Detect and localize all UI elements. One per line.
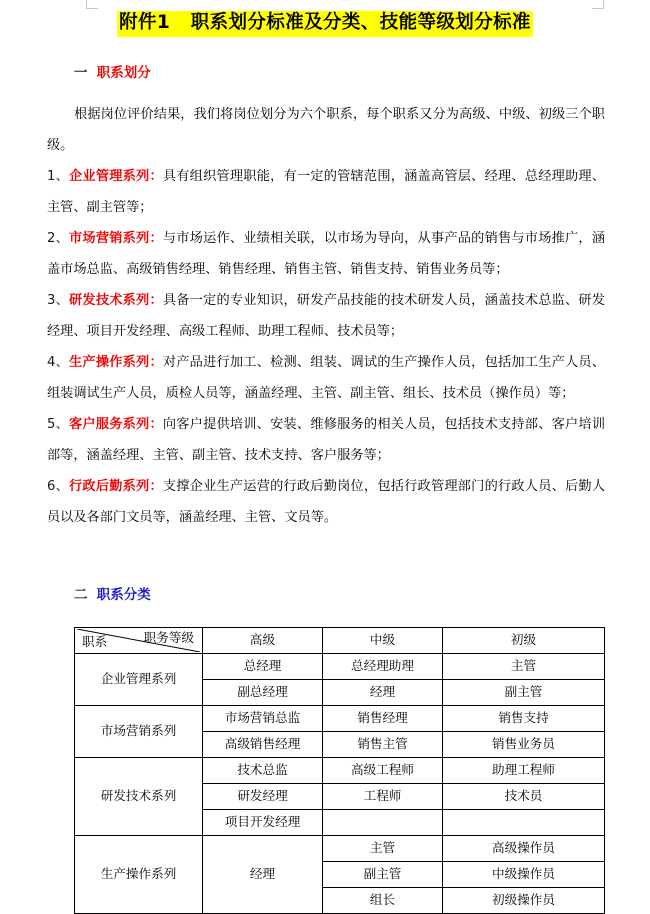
table-cell: 中级操作员 — [443, 861, 605, 887]
table-cell: 工程师 — [323, 783, 443, 809]
table-cell: 销售主管 — [323, 731, 443, 757]
list-item — [45, 161, 605, 223]
table-cell: 高级操作员 — [443, 835, 605, 861]
list-item-number: 4、 — [47, 355, 70, 370]
list-item-colon: ： — [149, 231, 163, 246]
table-cell: 研发经理 — [203, 783, 323, 809]
list-item — [45, 471, 605, 533]
table-cell: 副主管 — [443, 679, 605, 705]
table-series-cell: 研发技术系列 — [75, 757, 203, 835]
list-item-series-name: 客户服务系列 — [69, 417, 150, 432]
list-item-colon: ： — [149, 293, 163, 308]
table-cell: 项目开发经理 — [203, 809, 323, 835]
intro-text: 根据岗位评价结果，我们将岗位划分为六个职系，每个职系又分为高级、中级、初级三个职级。 — [47, 107, 605, 153]
list-item-series-name: 行政后勤系列 — [69, 479, 150, 494]
section-two-number: 二 — [73, 586, 88, 603]
table-cell: 市场营销总监 — [203, 705, 323, 731]
list-item-colon: ： — [149, 169, 163, 184]
table-header-cell: 中级 — [323, 627, 443, 653]
section-one-intro — [45, 94, 605, 161]
list-item-series-name: 生产操作系列 — [69, 355, 150, 370]
corner-header-level-label: 职务等级 — [143, 629, 194, 645]
table-row — [75, 757, 605, 783]
list-item — [45, 223, 605, 285]
classification-table-container — [45, 616, 605, 914]
table-cell: 经理 — [323, 679, 443, 705]
table-cell: 总经理 — [203, 653, 323, 679]
table-series-cell: 企业管理系列 — [75, 653, 203, 705]
section-heading-one — [45, 37, 605, 95]
list-item-description: 与市场运作、业绩相关联，以市场为导向，从事产品的销售与市场推广，涵盖市场总监、高级销售经理、销售经理、销售主管、销售支持、销售业务员等； — [47, 231, 606, 277]
list-item-series-name: 企业管理系列 — [69, 169, 150, 184]
table-cell: 初级操作员 — [443, 887, 605, 913]
corner-header-series-label: 职系 — [82, 633, 108, 649]
list-item-number: 2、 — [47, 231, 70, 246]
table-cell: 销售经理 — [323, 705, 443, 731]
table-cell: 高级工程师 — [323, 757, 443, 783]
section-two-label: 职系分类 — [96, 586, 151, 603]
list-item-description: 对产品进行加工、检测、组装、调试的生产操作人员，包括加工生产人员、组装调试生产人员，质检人员等，涵盖经理、主管、副主管、组长、技术员（操作员）等； — [47, 355, 606, 401]
list-item-series-name: 市场营销系列 — [69, 231, 150, 246]
table-cell-empty — [323, 809, 443, 835]
table-row — [75, 705, 605, 731]
classification-table — [74, 627, 605, 914]
section-one-number: 一 — [73, 65, 88, 81]
list-item-description: 向客户提供培训、安装、维修服务的相关人员，包括技术支持部、客户培训部等，涵盖经理、主管、副主管、技术支持、客户服务等； — [47, 417, 606, 463]
table-cell: 副总经理 — [203, 679, 323, 705]
list-item-colon: ： — [149, 355, 163, 370]
table-cell: 销售业务员 — [443, 731, 605, 757]
table-header-cell: 高级 — [203, 627, 323, 653]
series-list — [45, 161, 605, 533]
crop-mark-top-left — [86, 0, 98, 9]
table-series-cell: 生产操作系列 — [75, 835, 203, 913]
table-cell: 主管 — [443, 653, 605, 679]
list-item-number: 5、 — [47, 417, 70, 432]
table-cell: 组长 — [323, 887, 443, 913]
list-item-number: 1、 — [47, 169, 70, 184]
list-item-colon: ： — [149, 479, 163, 494]
list-item-description: 具备一定的专业知识，研发产品技能的技术研发人员，涵盖技术总监、研发经理、项目开发经理、高级工程师、助理工程师、技术员等； — [47, 293, 606, 339]
table-row — [75, 653, 605, 679]
crop-mark-top-right — [592, 0, 604, 9]
document-title: 附件1 职系划分标准及分类、技能等级划分标准 — [117, 11, 533, 37]
table-cell: 技术员 — [443, 783, 605, 809]
table-cell: 技术总监 — [203, 757, 323, 783]
list-item-number: 6、 — [47, 479, 70, 494]
list-item — [45, 285, 605, 347]
section-heading-two — [45, 575, 605, 616]
table-header-cell: 初级 — [443, 627, 605, 653]
section-gap — [45, 533, 605, 575]
table-header-row — [75, 627, 605, 653]
table-series-cell: 市场营销系列 — [75, 705, 203, 757]
list-item-colon: ： — [149, 417, 163, 432]
table-row — [75, 835, 605, 861]
title-container — [45, 0, 605, 37]
table-cell: 助理工程师 — [443, 757, 605, 783]
table-cell-empty — [443, 809, 605, 835]
list-item — [45, 409, 605, 471]
list-item — [45, 347, 605, 409]
table-cell: 总经理助理 — [323, 653, 443, 679]
table-cell: 高级销售经理 — [203, 731, 323, 757]
table-cell: 销售支持 — [443, 705, 605, 731]
table-cell: 副主管 — [323, 861, 443, 887]
section-one-label: 职系划分 — [96, 65, 151, 81]
list-item-number: 3、 — [47, 293, 70, 308]
table-cell: 主管 — [323, 835, 443, 861]
table-corner-header — [75, 627, 203, 653]
table-cell-merged-senior: 经理 — [203, 835, 323, 913]
list-item-description: 支撑企业生产运营的行政后勤岗位，包括行政管理部门的行政人员、后勤人员以及各部门文员等，涵盖经理、主管、文员等。 — [47, 479, 606, 525]
list-item-description: 具有组织管理职能，有一定的管辖范围，涵盖高管层、经理、总经理助理、主管、副主管等； — [47, 169, 606, 215]
list-item-series-name: 研发技术系列 — [69, 293, 150, 308]
